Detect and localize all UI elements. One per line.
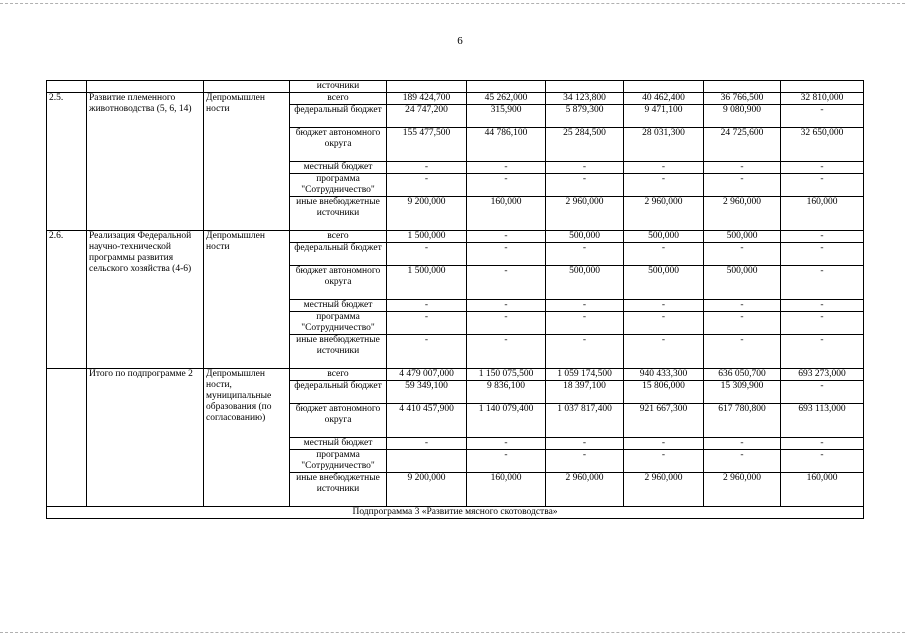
subprogram-row (47, 507, 864, 519)
executor-cell (204, 81, 290, 93)
amount-cell: - (387, 174, 467, 197)
amount-cell: - (781, 105, 864, 128)
funding-source-cell: всего (290, 93, 387, 105)
amount-cell: - (387, 300, 467, 312)
amount-cell: - (546, 450, 624, 473)
amount-cell (781, 81, 864, 93)
table-row (47, 231, 864, 243)
executor-cell: Депромышлен ности (204, 93, 290, 231)
table-row (47, 81, 864, 93)
amount-cell: - (387, 312, 467, 335)
amount-cell: - (704, 450, 781, 473)
item-code-cell: 2.5. (47, 93, 87, 231)
amount-cell: - (781, 243, 864, 266)
executor-cell: Депромышлен ности (204, 231, 290, 369)
amount-cell: 34 123,800 (546, 93, 624, 105)
funding-source-cell: местный бюджет (290, 300, 387, 312)
amount-cell: 160,000 (781, 473, 864, 507)
amount-cell: - (546, 300, 624, 312)
amount-cell: - (546, 162, 624, 174)
amount-cell: 24 725,600 (704, 128, 781, 162)
amount-cell: 36 766,500 (704, 93, 781, 105)
amount-cell: 25 284,500 (546, 128, 624, 162)
amount-cell (387, 81, 467, 93)
amount-cell: 44 786,100 (467, 128, 546, 162)
amount-cell: - (704, 174, 781, 197)
funding-source-cell: местный бюджет (290, 438, 387, 450)
amount-cell: 2 960,000 (704, 197, 781, 231)
amount-cell: 1 500,000 (387, 231, 467, 243)
item-code-cell (47, 81, 87, 93)
amount-cell: 155 477,500 (387, 128, 467, 162)
amount-cell: 9 471,100 (624, 105, 704, 128)
amount-cell: 1 140 079,400 (467, 404, 546, 438)
amount-cell: 1 059 174,500 (546, 369, 624, 381)
amount-cell: - (546, 438, 624, 450)
amount-cell: - (624, 174, 704, 197)
scan-edge-bottom (0, 632, 905, 633)
amount-cell: 59 349,100 (387, 381, 467, 404)
amount-cell: - (467, 266, 546, 300)
amount-cell: - (624, 335, 704, 369)
amount-cell: 160,000 (467, 473, 546, 507)
funding-source-cell: иные внебюджетные источники (290, 473, 387, 507)
amount-cell: - (546, 335, 624, 369)
amount-cell: 1 037 817,400 (546, 404, 624, 438)
funding-source-cell: программа "Сотрудничество" (290, 450, 387, 473)
amount-cell: 1 150 075,500 (467, 369, 546, 381)
amount-cell: 1 500,000 (387, 266, 467, 300)
subprogram-title: Подпрограмма 3 «Развитие мясного скотоводства» (47, 507, 864, 519)
amount-cell: 4 410 457,900 (387, 404, 467, 438)
item-name-cell (87, 81, 204, 93)
amount-cell: 617 780,800 (704, 404, 781, 438)
amount-cell: 9 080,900 (704, 105, 781, 128)
funding-source-cell: федеральный бюджет (290, 381, 387, 404)
item-name-cell: Итого по подпрограмме 2 (87, 369, 204, 507)
amount-cell: - (624, 162, 704, 174)
item-code-cell (47, 369, 87, 507)
funding-source-cell: всего (290, 369, 387, 381)
amount-cell: - (467, 243, 546, 266)
amount-cell: - (624, 438, 704, 450)
amount-cell: 940 433,300 (624, 369, 704, 381)
amount-cell: 500,000 (704, 231, 781, 243)
amount-cell: 9 836,100 (467, 381, 546, 404)
amount-cell: - (546, 243, 624, 266)
amount-cell: - (781, 335, 864, 369)
amount-cell: - (781, 231, 864, 243)
amount-cell: 160,000 (781, 197, 864, 231)
amount-cell: - (387, 243, 467, 266)
amount-cell: - (781, 450, 864, 473)
amount-cell: - (467, 450, 546, 473)
amount-cell: 500,000 (624, 266, 704, 300)
amount-cell: - (704, 243, 781, 266)
amount-cell: - (546, 312, 624, 335)
amount-cell: - (467, 231, 546, 243)
amount-cell: - (781, 174, 864, 197)
amount-cell: 636 050,700 (704, 369, 781, 381)
amount-cell: 9 200,000 (387, 197, 467, 231)
item-code-cell: 2.6. (47, 231, 87, 369)
amount-cell: - (467, 335, 546, 369)
amount-cell: 693 273,000 (781, 369, 864, 381)
amount-cell (467, 81, 546, 93)
amount-cell: 500,000 (546, 266, 624, 300)
amount-cell: 2 960,000 (624, 473, 704, 507)
page-number: 6 (457, 35, 463, 47)
funding-source-cell: программа "Сотрудничество" (290, 174, 387, 197)
amount-cell: 2 960,000 (704, 473, 781, 507)
amount-cell: 32 810,000 (781, 93, 864, 105)
funding-source-cell: всего (290, 231, 387, 243)
amount-cell: - (704, 438, 781, 450)
amount-cell: 500,000 (704, 266, 781, 300)
amount-cell: - (624, 312, 704, 335)
amount-cell: 500,000 (546, 231, 624, 243)
amount-cell: - (387, 438, 467, 450)
amount-cell: - (704, 300, 781, 312)
item-name-cell: Реализация Федеральной научно-технической программы развития сельского хозяйства (4-6) (87, 231, 204, 369)
amount-cell: 2 960,000 (624, 197, 704, 231)
amount-cell: 40 462,400 (624, 93, 704, 105)
funding-source-cell: местный бюджет (290, 162, 387, 174)
amount-cell: 5 879,300 (546, 105, 624, 128)
amount-cell: - (781, 162, 864, 174)
amount-cell: 160,000 (467, 197, 546, 231)
amount-cell (546, 81, 624, 93)
amount-cell: 32 650,000 (781, 128, 864, 162)
amount-cell: 315,900 (467, 105, 546, 128)
amount-cell: - (781, 312, 864, 335)
table-body (47, 81, 864, 519)
funding-source-cell: бюджет автономного округа (290, 128, 387, 162)
amount-cell: - (467, 174, 546, 197)
amount-cell: - (387, 162, 467, 174)
amount-cell: 4 479 007,000 (387, 369, 467, 381)
amount-cell: - (624, 243, 704, 266)
funding-source-cell: иные внебюджетные источники (290, 335, 387, 369)
amount-cell: 189 424,700 (387, 93, 467, 105)
amount-cell: 693 113,000 (781, 404, 864, 438)
amount-cell: - (781, 381, 864, 404)
funding-source-cell: иные внебюджетные источники (290, 197, 387, 231)
funding-source-cell: программа "Сотрудничество" (290, 312, 387, 335)
amount-cell: 921 667,300 (624, 404, 704, 438)
amount-cell: - (546, 174, 624, 197)
amount-cell: - (781, 438, 864, 450)
table-row (47, 369, 864, 381)
amount-cell: 18 397,100 (546, 381, 624, 404)
amount-cell: 15 806,000 (624, 381, 704, 404)
amount-cell: - (624, 300, 704, 312)
budget-table (46, 80, 864, 519)
amount-cell (624, 81, 704, 93)
funding-source-cell: источники (290, 81, 387, 93)
amount-cell: 28 031,300 (624, 128, 704, 162)
amount-cell: - (467, 438, 546, 450)
item-name-cell: Развитие племенного животноводства (5, 6, 14) (87, 93, 204, 231)
funding-source-cell: федеральный бюджет (290, 105, 387, 128)
amount-cell: - (781, 266, 864, 300)
amount-cell: 500,000 (624, 231, 704, 243)
amount-cell: - (467, 312, 546, 335)
amount-cell: - (704, 335, 781, 369)
amount-cell: - (467, 300, 546, 312)
amount-cell: - (781, 300, 864, 312)
funding-source-cell: бюджет автономного округа (290, 404, 387, 438)
amount-cell: - (624, 450, 704, 473)
amount-cell (387, 450, 467, 473)
amount-cell: 15 309,900 (704, 381, 781, 404)
amount-cell: - (467, 162, 546, 174)
executor-cell: Депромышлен ности, муниципальные образования (по согласованию) (204, 369, 290, 507)
funding-source-cell: федеральный бюджет (290, 243, 387, 266)
amount-cell (704, 81, 781, 93)
amount-cell: - (387, 335, 467, 369)
amount-cell: 2 960,000 (546, 197, 624, 231)
amount-cell: 2 960,000 (546, 473, 624, 507)
funding-source-cell: бюджет автономного округа (290, 266, 387, 300)
amount-cell: - (704, 162, 781, 174)
amount-cell: 24 747,200 (387, 105, 467, 128)
amount-cell: 45 262,000 (467, 93, 546, 105)
table-row (47, 93, 864, 105)
scan-edge-top (0, 3, 905, 4)
amount-cell: - (704, 312, 781, 335)
amount-cell: 9 200,000 (387, 473, 467, 507)
